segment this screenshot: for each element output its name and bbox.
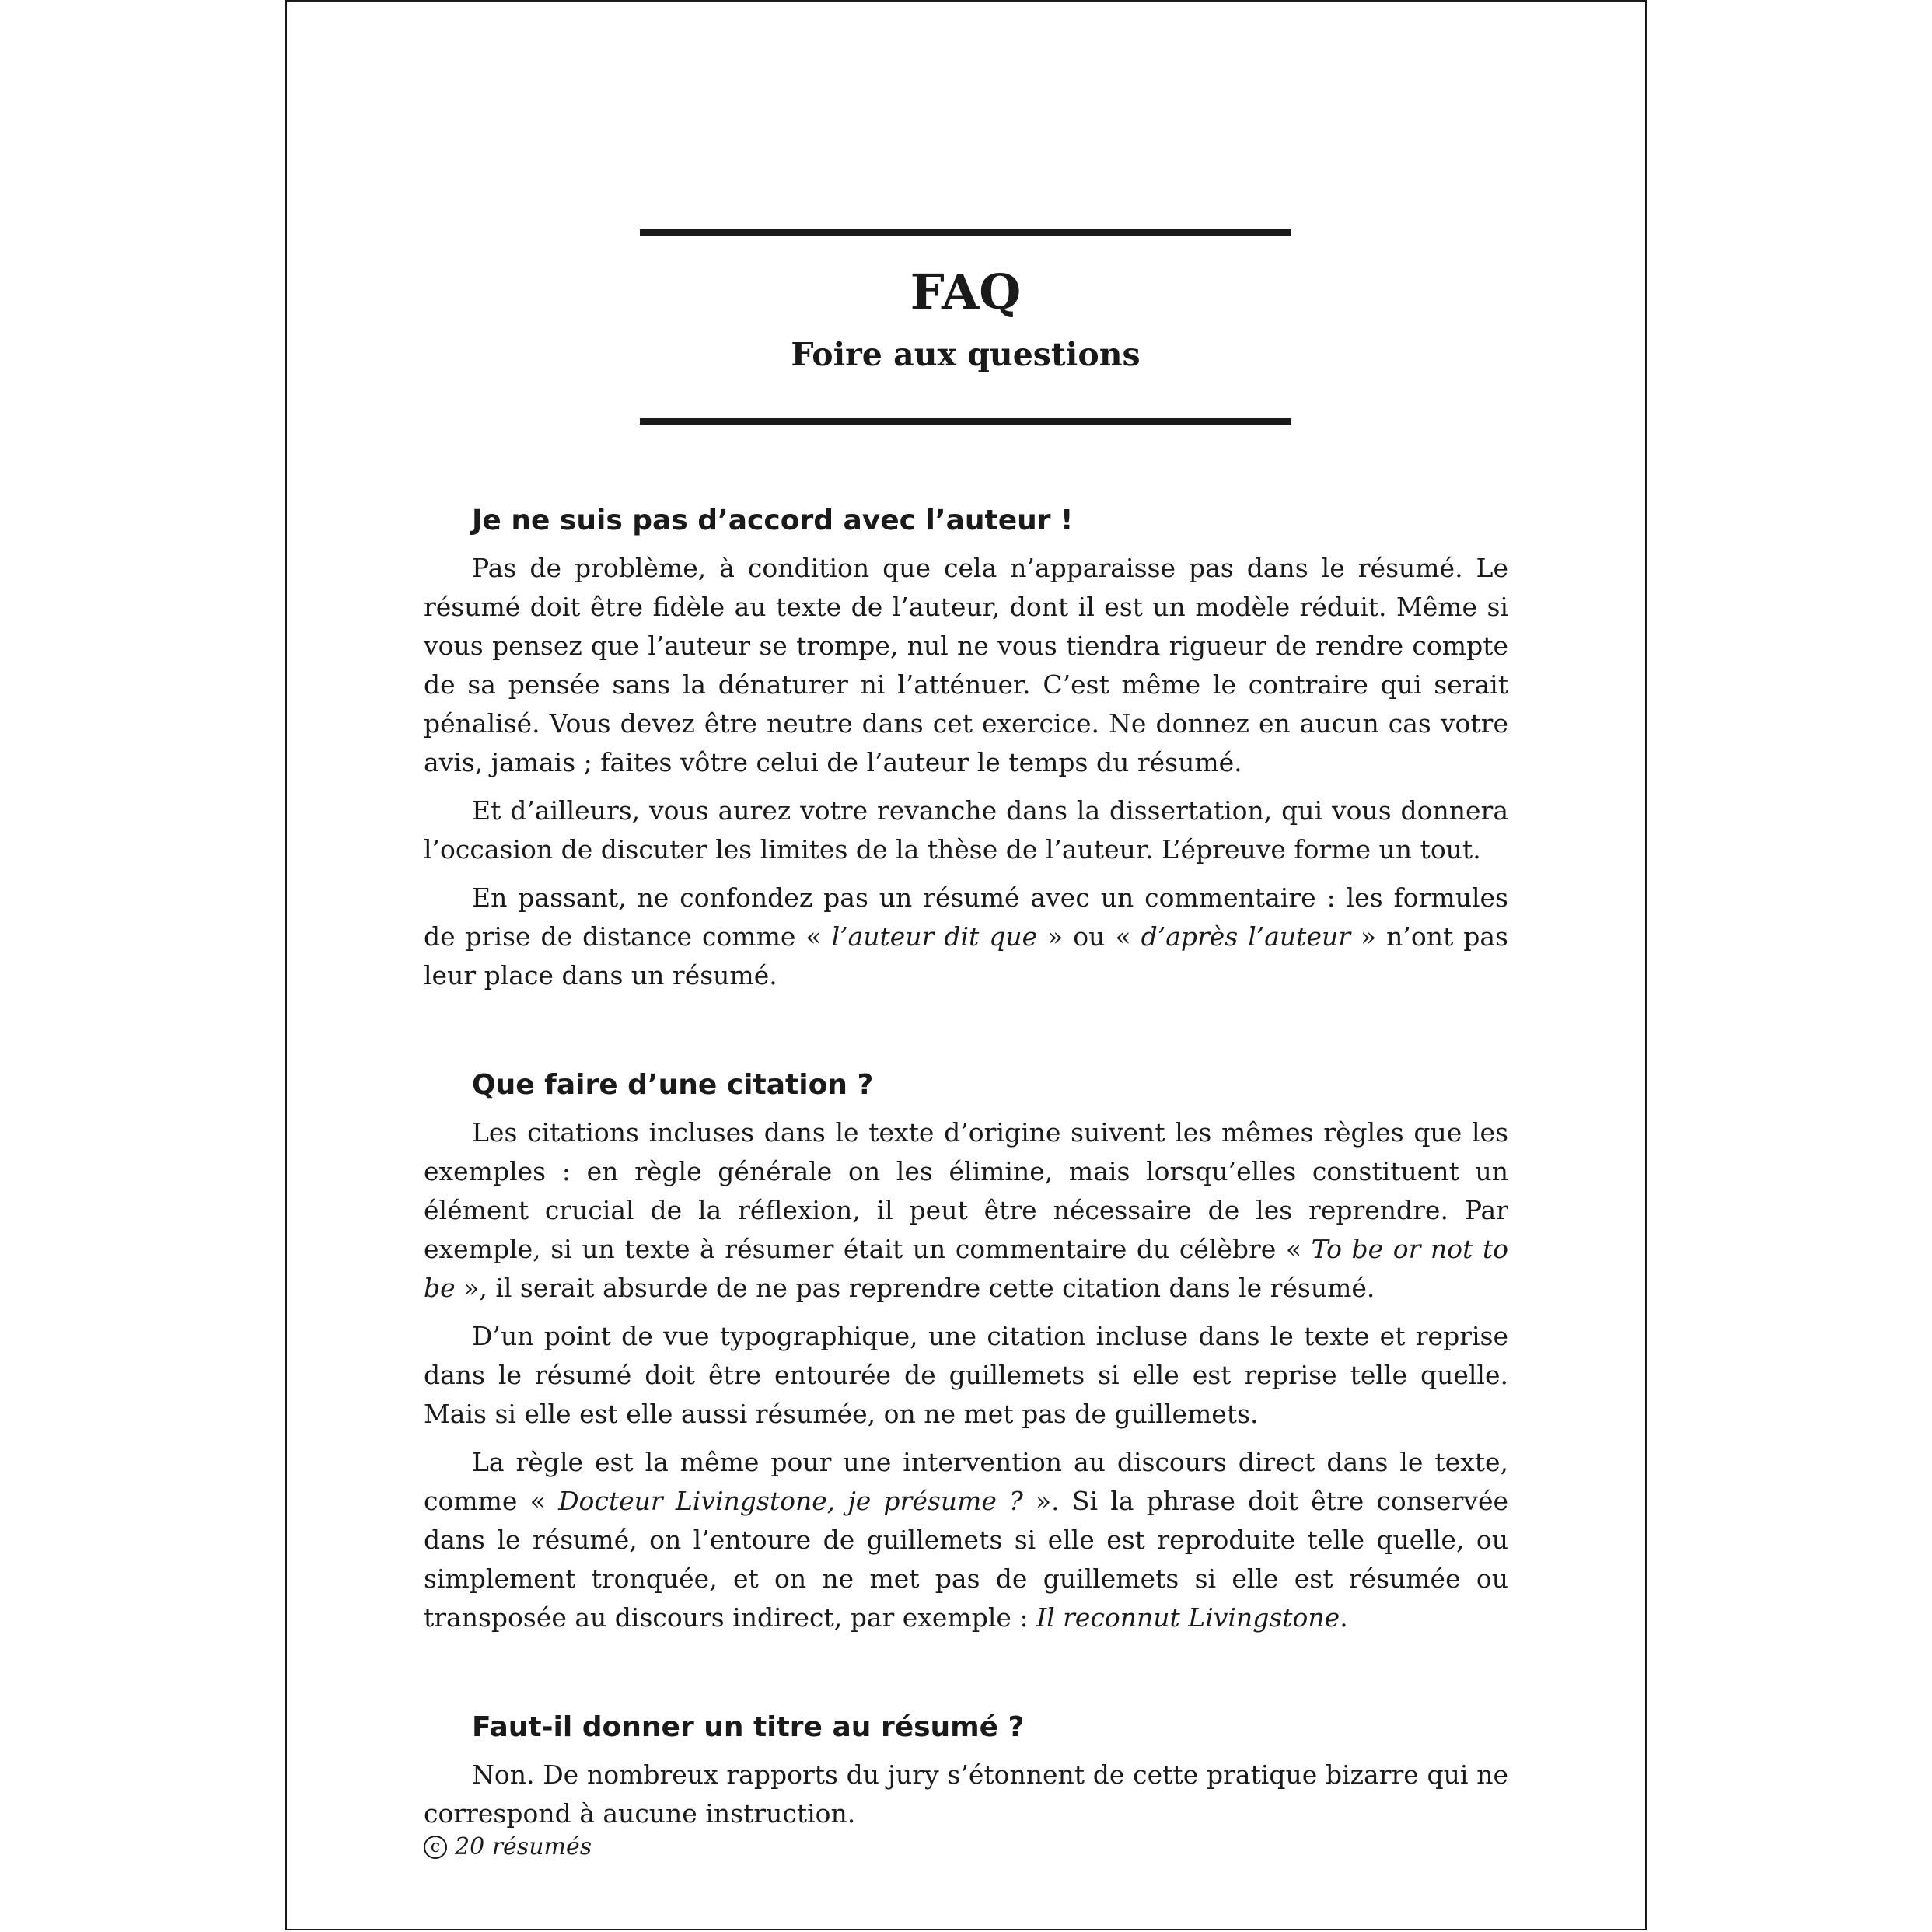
- faq-content: [424, 498, 1508, 1833]
- faq-answer-paragraph: [424, 791, 1508, 869]
- italic-text: l’auteur dit que: [831, 921, 1038, 952]
- faq-section: [424, 1704, 1508, 1833]
- text-run: En passant, ne confondez pas un résumé avec un commentaire : les formules de prise de distance comme «: [424, 882, 1508, 952]
- text-run: .: [1340, 1602, 1348, 1633]
- text-run: Non. De nombreux rapports du jury s’étonnent de cette pratique bizarre qui ne correspond à aucune instruction.: [424, 1759, 1508, 1829]
- faq-answer-paragraph: [424, 1317, 1508, 1434]
- text-run: », il serait absurde de ne pas reprendre cette citation dans le résumé.: [455, 1273, 1375, 1303]
- top-rule: [640, 229, 1291, 236]
- faq-question-heading: Faut-il donner un titre au résumé ?: [472, 1711, 1025, 1743]
- bottom-rule: [640, 418, 1291, 425]
- text-run: Pas de problème, à condition que cela n’apparaisse pas dans le résumé. Le résumé doit être fidèle au texte de l’auteur, dont il est un modèle réduit. Même si vous pensez que l’auteur se trompe, nul ne vous tiendra rigueur de rendre compte de sa pensée sans la dénaturer ni l’atténuer. C’est même le contraire qui serait pénalisé. Vous devez être neutre dans cet exercice. Ne donnez en aucun cas votre avis, jamais ; faites vôtre celui de l’auteur le temps du résumé.: [424, 553, 1508, 777]
- footer-text: 20 résumés: [455, 1833, 592, 1860]
- text-run: » ou «: [1037, 921, 1141, 952]
- faq-answer-paragraph: [424, 879, 1508, 995]
- footer: [424, 1833, 592, 1860]
- faq-section: [424, 1062, 1508, 1637]
- text-run: D’un point de vue typographique, une citation incluse dans le texte et reprise dans le résumé doit être entourée de guillemets si elle est reprise telle quelle. Mais si elle est elle aussi résumée, on ne met pas de guillemets.: [424, 1321, 1508, 1429]
- italic-text: d’après l’auteur: [1141, 921, 1350, 952]
- text-run: Et d’ailleurs, vous aurez votre revanche dans la dissertation, qui vous donnera l’occasion de discuter les limites de la thèse de l’auteur. L’épreuve forme un tout.: [424, 795, 1508, 865]
- text-run: » n’ont pas leur place dans un résumé.: [424, 921, 1508, 990]
- faq-question-heading: Que faire d’une citation ?: [472, 1069, 874, 1101]
- italic-text: To be or not to be: [424, 1234, 1508, 1303]
- faq-answer-paragraph: [424, 1443, 1508, 1637]
- text-run: ». Si la phrase doit être conservée dans le résumé, on l’entoure de guillemets si elle est reproduite telle quelle, ou simplement tronquée, et on ne met pas de guillemets si elle est résumée ou transposée au discours indirect, par exemple :: [424, 1486, 1508, 1633]
- faq-answer-paragraph: [424, 1756, 1508, 1833]
- page-title: FAQ: [910, 264, 1022, 320]
- faq-question-heading: Je ne suis pas d’accord avec l’auteur !: [472, 505, 1074, 536]
- text-run: La règle est la même pour une intervention au discours direct dans le texte, comme «: [424, 1447, 1508, 1516]
- italic-text: Il reconnut Livingstone: [1036, 1602, 1340, 1633]
- faq-answer-paragraph: [424, 1113, 1508, 1308]
- faq-answer-paragraph: [424, 549, 1508, 782]
- page-subtitle: Foire aux questions: [791, 336, 1141, 373]
- italic-text: Docteur Livingstone, je présume ?: [558, 1486, 1023, 1516]
- faq-section: [424, 498, 1508, 995]
- copyright-icon: c: [424, 1836, 447, 1859]
- text-run: Les citations incluses dans le texte d’origine suivent les mêmes règles que les exemples : en règle générale on les élimine, mais lorsqu’elles constituent un élément crucial de la réflexion, il peut être nécessaire de les reprendre. Par exemple, si un texte à résumer était un commentaire du célèbre «: [424, 1117, 1508, 1264]
